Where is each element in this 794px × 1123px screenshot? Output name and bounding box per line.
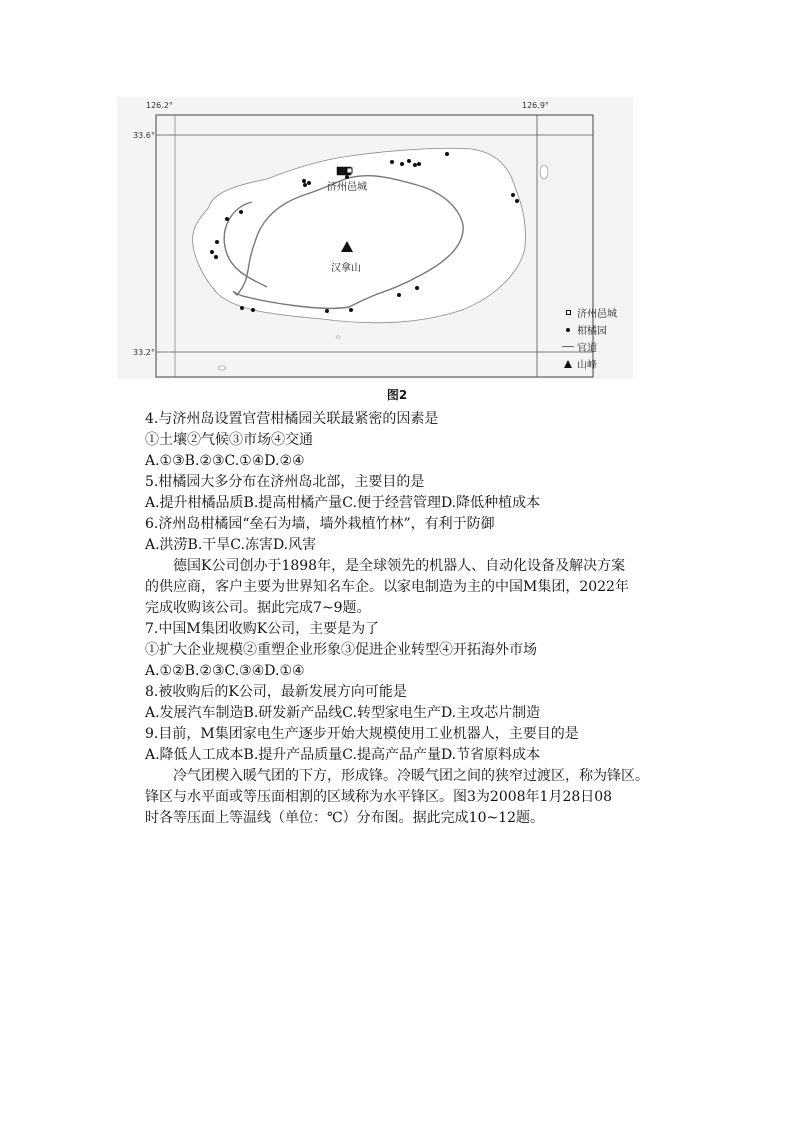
- question-7: 7.中国M集团收购K公司，主要是为了: [145, 621, 380, 637]
- road-line-icon: [562, 346, 574, 347]
- island-map: [117, 97, 633, 379]
- question-8: 8.被收购后的K公司，最新发展方向可能是: [145, 684, 407, 700]
- lat-label-bottom: 33.2°: [133, 348, 155, 357]
- lat-label-top: 33.6°: [133, 131, 155, 140]
- passage-front-line-3: 时各等压面上等温线（单位：℃）分布图。据此完成10~12题。: [145, 810, 545, 826]
- question-9-answers: A.降低人工成本B.提升产品质量C.提高产品产量D.节省原料成本: [145, 747, 541, 763]
- question-6-answers: A.洪涝B.干旱C.冻害D.风害: [145, 537, 317, 553]
- question-5: 5.柑橘园大多分布在济州岛北部，主要目的是: [145, 474, 425, 490]
- city-label: 济州邑城: [327, 182, 367, 193]
- lon-label-left: 126.2°: [146, 101, 173, 110]
- orchard-dot-icon: [566, 328, 570, 332]
- map-legend: [561, 304, 631, 372]
- map-figure: [117, 97, 633, 379]
- passage-k-line-1: 德国K公司创办于1898年，是全球领先的机器人、自动化设备及解决方案: [173, 558, 626, 574]
- question-9: 9.目前，M集团家电生产逐步开始大规模使用工业机器人，主要目的是: [145, 726, 579, 742]
- mountain-label: 汉拿山: [331, 263, 361, 274]
- passage-k-line-3: 完成收购该公司。据此完成7~9题。: [145, 600, 371, 616]
- peak-triangle-icon: [564, 360, 572, 368]
- passage-k-line-2: 的供应商，客户主要为世界知名车企。以家电制造为主的中国M集团，2022年: [145, 579, 629, 595]
- lon-label-right: 126.9°: [522, 101, 549, 110]
- question-6: 6.济州岛柑橘园“垒石为墙，墙外栽植竹林”，有利于防御: [145, 516, 495, 532]
- question-4: 4.与济州岛设置官营柑橘园关联最紧密的因素是: [145, 411, 439, 427]
- passage-front-line-1: 冷气团楔入暖气团的下方，形成锋。冷暖气团之间的狭窄过渡区，称为锋区。: [173, 768, 649, 784]
- city-square-icon: [566, 310, 571, 315]
- question-8-answers: A.发展汽车制造B.研发新产品线C.转型家电生产D.主攻芯片制造: [145, 705, 541, 721]
- question-4-options: ①土壤②气候③市场④交通: [145, 432, 313, 448]
- question-4-answers: A.①③B.②③C.①④D.②④: [145, 453, 305, 469]
- passage-front-line-2: 锋区与水平面或等压面相割的区域称为水平锋区。图3为2008年1月28日08: [145, 789, 613, 805]
- question-7-answers: A.①②B.②③C.③④D.①④: [145, 663, 305, 679]
- question-5-answers: A.提升柑橘品质B.提高柑橘产量C.便于经营管理D.降低种植成本: [145, 495, 541, 511]
- legend-item-road: 官道: [561, 338, 631, 355]
- legend-item-peak: 山峰: [561, 355, 631, 372]
- legend-item-city: 济州邑城: [561, 304, 631, 321]
- figure-caption: 图2: [386, 388, 408, 402]
- question-7-options: ①扩大企业规模②重塑企业形象③促进企业转型④开拓海外市场: [145, 642, 537, 658]
- legend-item-orchard: 柑橘园: [561, 321, 631, 338]
